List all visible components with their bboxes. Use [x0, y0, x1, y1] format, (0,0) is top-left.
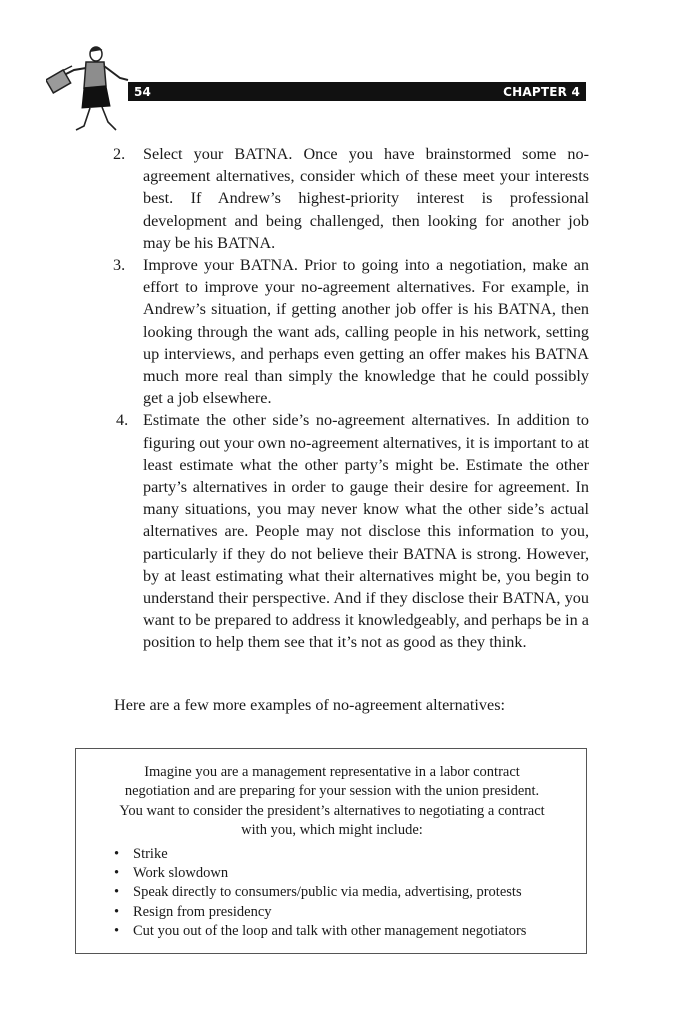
- example-box-bullet-list: [114, 845, 526, 941]
- list-item: [113, 254, 589, 409]
- bullet-item: [114, 903, 526, 922]
- bullet-icon: •: [114, 922, 120, 939]
- bullet-item-text: Cut you out of the loop and talk with other management negotiators: [133, 922, 527, 939]
- examples-intro-paragraph: Here are a few more examples of no-agreement alternatives:: [114, 696, 505, 714]
- bullet-icon: •: [114, 903, 120, 920]
- list-item-number: 2.: [113, 145, 126, 163]
- bullet-item: [114, 864, 526, 883]
- list-item-text: Improve your BATNA. Prior to going into a negotiation, make an effort to improve your no-agreement alternatives. For example, in Andrew’s situation, if getting another job offer is his BATNA, then looking through the want ads, calling people in his network, setting up interviews, and perhaps even getting an offer makes his BATNA much more real than simply the knowledge that he could possibly get a job elsewhere.: [143, 256, 589, 408]
- page-number: 54: [134, 84, 152, 99]
- bullet-item-text: Work slowdown: [133, 865, 229, 882]
- bullet-item-text: Strike: [133, 846, 168, 862]
- bullet-icon: •: [114, 884, 120, 901]
- bullet-icon: •: [114, 846, 120, 862]
- list-item-text: Select your BATNA. Once you have brainstormed some no-agreement alternatives, consider which of these meet your interests best. If Andrew’s highest-priority interest is professional development and being challenged, then looking for another job may be his BATNA.: [143, 145, 589, 252]
- steps-list: [113, 143, 589, 654]
- example-box: [75, 748, 587, 954]
- bullet-item: [114, 922, 526, 941]
- list-item: [113, 409, 589, 653]
- bullet-item-text: Resign from presidency: [133, 903, 272, 920]
- bullet-item: [114, 883, 526, 902]
- list-item: [113, 143, 589, 254]
- list-item-number: 3.: [113, 256, 126, 275]
- businesswoman-walking-icon: [46, 44, 136, 134]
- bullet-icon: •: [114, 865, 120, 882]
- example-box-intro: Imagine you are a management representative in a labor contract negotiation and are preparing for your session with the union president. You want to consider the president’s alternatives to negotiating a contract with you, which might include:: [119, 764, 545, 839]
- running-header: [128, 82, 586, 101]
- chapter-label: CHAPTER 4: [503, 84, 580, 99]
- bullet-item-text: Speak directly to consumers/public via media, advertising, protests: [133, 884, 522, 901]
- list-item-number: 4.: [116, 411, 129, 430]
- list-item-text: Estimate the other side’s no-agreement alternatives. In addition to figuring out your own no-agreement alternatives, it is important to at least estimate what the other party’s might be. Estimate the other party’s alternatives in order to gauge their desire for agreement. In many situations, you may never know what the other side’s actual alternatives are. People may not disclose this information to you, particularly if they do not believe their BATNA is strong. However, by at least estimating what their alternatives might be, you begin to understand their perspective. And if they disclose their BATNA, you want to be prepared to address it knowledgeably, and perhaps be in a position to help them see that it’s not as good as they think.: [143, 411, 589, 652]
- bullet-item: [114, 845, 526, 864]
